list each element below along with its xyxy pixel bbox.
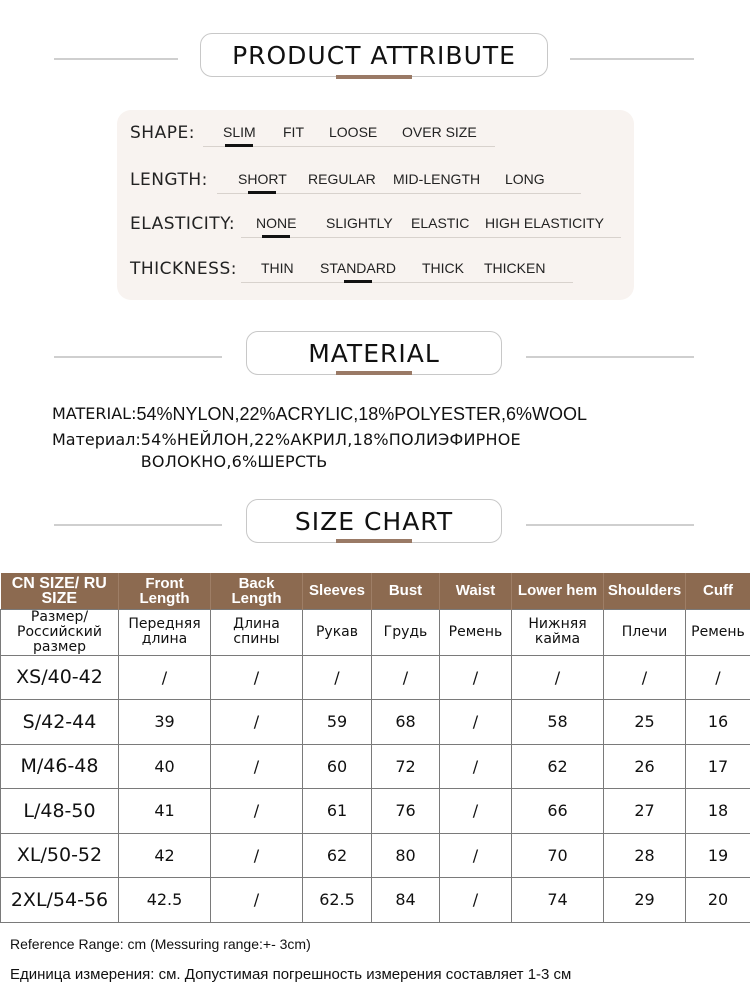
measurement-cell: /: [440, 744, 512, 789]
measurement-cell: /: [119, 655, 211, 700]
measurement-cell: /: [211, 878, 303, 923]
measurement-cell: 59: [303, 700, 372, 745]
size-cell: XL/50-52: [1, 833, 119, 878]
attr-option: OVER SIZE: [402, 124, 477, 140]
section-title: PRODUCT ATTRIBUTE: [200, 33, 548, 77]
measurement-cell: /: [440, 655, 512, 700]
measurement-cell: 16: [686, 700, 750, 745]
measurement-cell: 76: [372, 789, 440, 834]
attr-option: LOOSE: [329, 124, 378, 140]
material-composition: [52, 403, 702, 477]
measurement-cell: 27: [604, 789, 686, 834]
measurement-cell: /: [440, 700, 512, 745]
attr-row-length: [117, 166, 634, 196]
column-header: CN SIZE/ RU SIZE: [1, 573, 119, 609]
size-cell: 2XL/54-56: [1, 878, 119, 923]
material-value-en: 54%NYLON,22%ACRYLIC,18%POLYESTER,6%WOOL: [136, 404, 587, 424]
attr-option: THIN: [261, 260, 294, 276]
measurement-cell: 70: [512, 833, 604, 878]
measurement-cell: 62.5: [303, 878, 372, 923]
attr-option-selected: SHORT: [238, 171, 287, 187]
column-header-ru: Ремень: [686, 609, 750, 655]
measurement-cell: 80: [372, 833, 440, 878]
attr-row-shape: [117, 119, 634, 149]
measurement-cell: 58: [512, 700, 604, 745]
measurement-cell: 19: [686, 833, 750, 878]
attr-baseline: [241, 282, 573, 283]
measurement-cell: 28: [604, 833, 686, 878]
measurement-cell: /: [211, 744, 303, 789]
attr-option: HIGH ELASTICITY: [485, 215, 605, 231]
measurement-cell: 42.5: [119, 878, 211, 923]
size-cell: L/48-50: [1, 789, 119, 834]
attr-option-selected: NONE: [256, 215, 297, 231]
attr-option-selected: STANDARD: [320, 260, 396, 276]
measurement-cell: 74: [512, 878, 604, 923]
table-header-row: [1, 573, 750, 609]
size-cell: S/42-44: [1, 700, 119, 745]
measurement-cell: /: [211, 700, 303, 745]
column-header-ru: Размер/ Российский размер: [1, 609, 119, 655]
material-row-en: [52, 403, 702, 425]
attr-option: ELASTIC: [411, 215, 470, 231]
measurement-cell: /: [440, 878, 512, 923]
title-accent-bar: [336, 539, 412, 543]
attr-baseline: [241, 237, 621, 238]
table-row: [1, 655, 750, 700]
divider-line: [54, 356, 222, 358]
table-header-row-ru: [1, 609, 750, 655]
attr-option: LONG: [505, 171, 545, 187]
title-accent-bar: [336, 75, 412, 79]
material-header: [0, 331, 750, 381]
attr-option-selected: SLIM: [223, 124, 256, 140]
material-label-ru: Материал:: [52, 430, 141, 449]
size-cell: M/46-48: [1, 744, 119, 789]
measurement-cell: 66: [512, 789, 604, 834]
column-header-ru: Плечи: [604, 609, 686, 655]
column-header: Front Length: [119, 573, 211, 609]
column-header: Sleeves: [303, 573, 372, 609]
measurement-cell: 26: [604, 744, 686, 789]
measurement-cell: 39: [119, 700, 211, 745]
column-header-ru: Длина спины: [211, 609, 303, 655]
measurement-cell: /: [303, 655, 372, 700]
divider-line: [526, 356, 694, 358]
attr-row-thickness: [117, 255, 634, 285]
measurement-note-ru: Единица измерения: см. Допустимая погрешность измерения составляет 1-3 см: [10, 966, 572, 983]
column-header: Cuff: [686, 573, 750, 609]
attr-option: MID-LENGTH: [393, 171, 481, 187]
measurement-cell: 60: [303, 744, 372, 789]
material-value-ru: 54%НЕЙЛОН,22%АКРИЛ,18%ПОЛИЭФИРНОЕ ВОЛОКНО,6%ШЕРСТЬ: [140, 430, 521, 471]
measurement-cell: /: [440, 789, 512, 834]
measurement-cell: 61: [303, 789, 372, 834]
section-title: SIZE CHART: [246, 499, 502, 543]
measurement-cell: 29: [604, 878, 686, 923]
size-cell: XS/40-42: [1, 655, 119, 700]
divider-line: [54, 58, 178, 60]
table-row: [1, 833, 750, 878]
table-row: [1, 789, 750, 834]
attr-label: THICKNESS:: [130, 259, 237, 279]
divider-line: [526, 524, 694, 526]
measurement-cell: /: [372, 655, 440, 700]
column-header: Shoulders: [604, 573, 686, 609]
attr-option: REGULAR: [308, 171, 376, 187]
measurement-cell: 41: [119, 789, 211, 834]
divider-line: [54, 524, 222, 526]
measurement-cell: /: [686, 655, 750, 700]
column-header-ru: Передняя длина: [119, 609, 211, 655]
attr-label: LENGTH:: [130, 170, 208, 190]
size-chart-header: [0, 499, 750, 549]
reference-range-note: Reference Range: cm (Messuring range:+- 3cm): [10, 936, 311, 952]
measurement-cell: 72: [372, 744, 440, 789]
measurement-cell: /: [604, 655, 686, 700]
section-title: MATERIAL: [246, 331, 502, 375]
column-header-ru: Грудь: [372, 609, 440, 655]
attr-option: THICK: [422, 260, 464, 276]
measurement-cell: 62: [303, 833, 372, 878]
attr-option: THICKEN: [484, 260, 546, 276]
attribute-panel: [117, 110, 634, 300]
measurement-cell: /: [440, 833, 512, 878]
measurement-cell: /: [512, 655, 604, 700]
measurement-cell: 40: [119, 744, 211, 789]
column-header-ru: Ремень: [440, 609, 512, 655]
measurement-cell: 68: [372, 700, 440, 745]
measurement-cell: 17: [686, 744, 750, 789]
measurement-cell: /: [211, 833, 303, 878]
table-row: [1, 878, 750, 923]
material-row-ru: [52, 429, 702, 473]
product-attribute-header: [0, 33, 750, 83]
column-header: Bust: [372, 573, 440, 609]
attr-row-elasticity: [117, 210, 634, 240]
material-label-en: MATERIAL:: [52, 404, 137, 423]
attr-label: SHAPE:: [130, 123, 195, 143]
measurement-cell: 25: [604, 700, 686, 745]
size-table: [0, 573, 750, 923]
column-header-ru: Рукав: [303, 609, 372, 655]
measurement-cell: /: [211, 789, 303, 834]
title-accent-bar: [336, 371, 412, 375]
column-header: Lower hem: [512, 573, 604, 609]
column-header: Waist: [440, 573, 512, 609]
measurement-cell: 20: [686, 878, 750, 923]
column-header: Back Length: [211, 573, 303, 609]
measurement-cell: 84: [372, 878, 440, 923]
table-row: [1, 700, 750, 745]
column-header-ru: Нижняя кайма: [512, 609, 604, 655]
attr-option: SLIGHTLY: [326, 215, 393, 231]
measurement-cell: /: [211, 655, 303, 700]
table-row: [1, 744, 750, 789]
attr-option: FIT: [283, 124, 304, 140]
measurement-cell: 18: [686, 789, 750, 834]
divider-line: [570, 58, 694, 60]
attr-label: ELASTICITY:: [130, 214, 236, 234]
measurement-cell: 42: [119, 833, 211, 878]
measurement-cell: 62: [512, 744, 604, 789]
